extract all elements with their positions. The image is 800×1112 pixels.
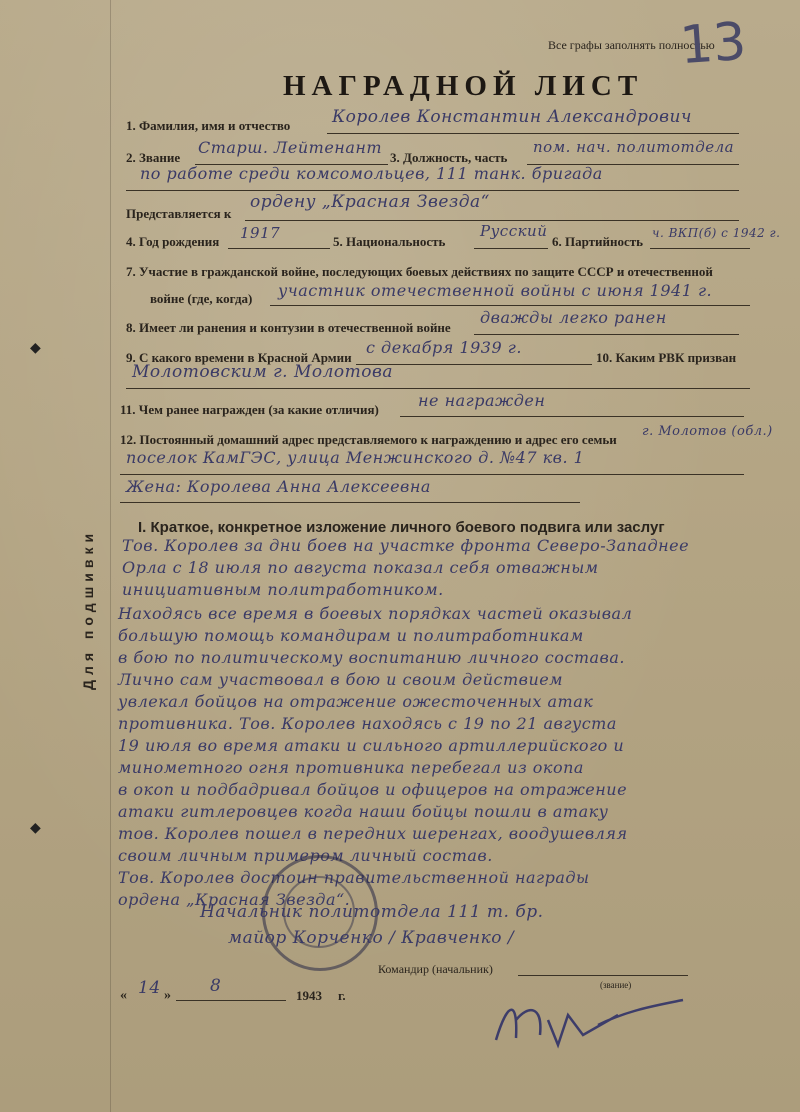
field-8-underline xyxy=(474,334,739,335)
field-7-label: 7. Участие в гражданской войне, последующих боевых действиях по защите СССР и отечественной xyxy=(126,264,713,279)
narrative-line: тов. Королев пошел в передних шеренгах, воодушевляя xyxy=(118,824,628,843)
narrative-line: минометного огня противника перебегал из окопа xyxy=(118,758,584,777)
field-10-underline xyxy=(126,388,750,389)
margin-fold-line xyxy=(110,0,111,1112)
field-4-value: 1917 xyxy=(240,224,281,242)
narrative-line: ордена „Красная Звезда“. xyxy=(118,890,351,909)
field-1-label: 1. Фамилия, имя и отчество xyxy=(126,118,291,133)
date-month: 8 xyxy=(210,976,222,996)
narrative-line: Лично сам участвовал в бою и своим действием xyxy=(118,670,564,689)
field-11-underline xyxy=(400,416,744,417)
signature-line-1: Начальник политотдела 111 т. бр. xyxy=(200,902,544,922)
field-1-value: Королев Константин Александрович xyxy=(332,107,693,127)
narrative-line: противника. Тов. Королев находясь с 19 по 21 августа xyxy=(118,714,617,733)
commander-underline xyxy=(518,975,688,976)
field-12-value-c: Жена: Королева Анна Алексеевна xyxy=(126,477,431,496)
date-day: 14 xyxy=(138,978,161,998)
field-2-label: 2. Звание xyxy=(126,150,181,165)
field-12-value-b: поселок КамГЭС, улица Менжинского д. №47 кв. 1 xyxy=(126,448,585,467)
field-7-value: участник отечественной войны с июня 1941 г. xyxy=(278,281,713,300)
field-6-value: ч. ВКП(б) с 1942 г. xyxy=(652,226,781,240)
presented-underline xyxy=(245,220,739,221)
field-7-label-2: войне (где, когда) xyxy=(150,291,253,306)
field-8-value: дважды легко ранен xyxy=(480,308,667,327)
field-7-underline xyxy=(270,305,750,306)
field-12-value-a: г. Молотов (обл.) xyxy=(642,424,773,439)
field-9-label: 9. С какого времени в Красной Армии xyxy=(126,350,352,365)
signature-line-2: майор Корченко / Кравченко / xyxy=(228,928,515,948)
rank-caption: (звание) xyxy=(600,980,632,990)
field-10-value: Молотовским г. Молотова xyxy=(132,362,394,382)
narrative-line: Тов. Королев за дни боев на участке фронта Северо-Западнее xyxy=(122,536,690,555)
field-3-value-cont: по работе среди комсомольцев, 111 танк. бригада xyxy=(140,164,603,183)
narrative-line: Тов. Королев достоин правительственной награды xyxy=(118,868,590,887)
commander-signature xyxy=(488,990,688,1060)
narrative-line: Орла с 18 июля по августа показал себя отважным xyxy=(122,558,599,577)
field-12-label: 12. Постоянный домашний адрес представляемого к награждению и адрес его семьи xyxy=(120,432,617,447)
field-10-label: 10. Каким РВК призван xyxy=(596,350,737,365)
field-6-underline xyxy=(650,248,750,249)
date-close-quote: » xyxy=(164,988,171,1003)
field-5-label: 5. Национальность xyxy=(333,234,446,249)
page-title: НАГРАДНОЙ ЛИСТ xyxy=(283,70,644,102)
date-month-underline xyxy=(176,1000,286,1001)
field-8-label: 8. Имеет ли ранения и контузии в отечественной войне xyxy=(126,320,451,335)
field-12-underline-1 xyxy=(120,474,744,475)
field-3-underline-2 xyxy=(126,190,739,191)
field-3-value: пом. нач. политотдела xyxy=(533,138,735,156)
margin-binding-text: Для подшивки xyxy=(80,528,96,690)
field-5-value: Русский xyxy=(480,222,548,240)
fill-all-note: Все графы заполнять полностью xyxy=(548,38,715,52)
narrative-line: атаки гитлеровцев когда наши бойцы пошли в атаку xyxy=(118,802,609,821)
narrative-line: увлекал бойцов на отражение ожесточенных атак xyxy=(118,692,594,711)
narrative-line: инициативным политработником. xyxy=(122,580,444,599)
narrative-line: в бою по политическому воспитанию личного состава. xyxy=(118,648,625,667)
field-4-label: 4. Год рождения xyxy=(126,234,220,249)
punch-hole-icon: ◆ xyxy=(30,821,41,836)
narrative-line: большую помощь командирам и политработникам xyxy=(118,626,584,645)
field-11-label: 11. Чем ранее награжден (за какие отличия) xyxy=(120,402,379,417)
field-1-underline xyxy=(327,133,739,134)
date-year: 1943 xyxy=(296,988,322,1003)
narrative-line: 19 июля во время атаки и сильного артиллерийского и xyxy=(118,736,625,755)
date-suffix: г. xyxy=(338,988,346,1003)
field-12-underline-2 xyxy=(120,502,580,503)
presented-value: ордену „Красная Звезда“ xyxy=(250,192,490,212)
punch-hole-icon: ◆ xyxy=(30,341,41,356)
section-heading: I. Краткое, конкретное изложение личного боевого подвига или заслуг xyxy=(138,519,665,536)
date-open-quote: « xyxy=(120,988,127,1003)
presented-label: Представляется к xyxy=(126,206,232,221)
corner-number: 13 xyxy=(677,11,749,77)
commander-label: Командир (начальник) xyxy=(378,962,493,976)
field-5-underline xyxy=(474,248,548,249)
narrative-line: своим личным примером личный состав. xyxy=(118,846,493,865)
narrative-line: Находясь все время в боевых порядках частей оказывал xyxy=(118,604,633,623)
field-2-value: Старш. Лейтенант xyxy=(198,138,383,157)
narrative-line: в окоп и подбадривал бойцов и офицеров на отражение xyxy=(118,780,628,799)
field-3-label: 3. Должность, часть xyxy=(390,150,508,165)
field-11-value: не награжден xyxy=(418,391,546,410)
field-6-label: 6. Партийность xyxy=(552,234,644,249)
field-4-underline xyxy=(228,248,330,249)
field-9-value: с декабря 1939 г. xyxy=(366,338,522,357)
